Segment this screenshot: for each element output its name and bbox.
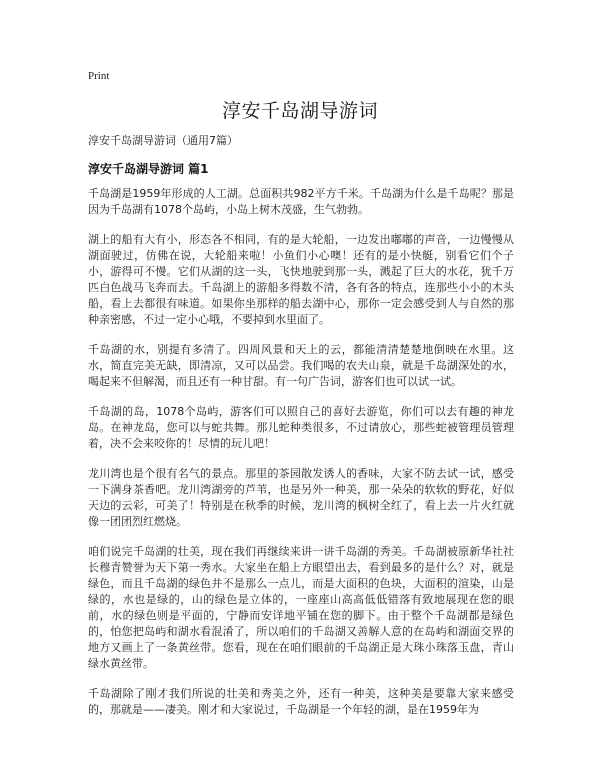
paragraph-5: 龙川湾也是个很有名气的景点。那里的茶园散发诱人的香味，大家不防去试一试，感受一下满身茶香吧。龙川湾湖旁的芦苇，也是另外一种美，那一朵朵的软软的野花，好似天边的云彩，可美了！特别是在秋季的时候，龙川湾的枫树全红了，看上去一片火红就像一团团烈红燃烧。 [88,467,514,528]
paragraph-7: 千岛湖除了刚才我们所说的壮美和秀美之外，还有一种美，这种美是要靠大家来感受的，那就是——凄美。刚才和大家说过，千岛湖是一个年轻的湖，是在1959年为 [88,687,514,716]
page-title: 淳安千岛湖导游词 [221,100,378,122]
paragraph-2: 湖上的船有大有小，形态各不相同，有的是大轮船，一边发出嘟嘟的声音，一边慢慢从湖面驶过，仿佛在说，大轮船来啦！小鱼们小心噢！还有的是小快艇，别看它们个子小，游得可不慢。它们从湖的这一头，飞快地驶到那一头，溅起了巨大的水花，犹千万匹白色战马飞奔而去。千岛湖上的游船多得数不清，各有各的特点，连那些小小的木头船，看上去都很有味道。如果你坐那样的船去湖中心，那你一定会感受到人与自然的那种亲密感，不过一定小心哦，不要掉到水里面了。 [88,233,514,326]
paragraph-1: 千岛湖是1959年形成的人工湖。总面积共982平方千米。千岛湖为什么是千岛呢？那是因为千岛湖有1078个岛屿，小岛上树木茂盛，生气勃勃。 [88,187,514,216]
article-body [88,186,514,732]
paragraph-4: 千岛湖的岛，1078个岛屿，游客们可以照自己的喜好去游览，你们可以去有趣的神龙岛。在神龙岛，您可以与蛇共舞。那儿蛇种类很多，不过请放心，那些蛇被管理员管理着，决不会来咬你的！尽情的玩儿吧！ [88,405,514,450]
paragraph-6: 咱们说完千岛湖的壮美，现在我们再继续来讲一讲千岛湖的秀美。千岛湖被原新华社社长穆青赞誉为天下第一秀水。大家坐在船上方眼望出去，看到最多的是什么？对，就是绿色，而且千岛湖的绿色并不是那么一点儿，而是大面积的色块，大面积的渲染，山是绿的，水也是绿的，山的绿色是立体的，一座座山高高低低错落有致地展现在您的眼前，水的绿色则是平面的，宁静而安详地平铺在您的脚下。由于整个千岛湖都是绿色的，怕您把岛屿和湖水看混淆了，所以咱们的千岛湖又善解人意的在岛屿和湖面交界的地方又画上了一条黄丝带。您看，现在在咱们眼前的千岛湖正是大珠小珠落玉盘，青山绿水黄丝带。 [88,545,514,670]
paragraph-3: 千岛湖的水，别提有多清了。四周风景和天上的云，都能清清楚楚地倒映在水里。这水，简直完美无缺，即清凉，又可以品尝。我们喝的农夫山泉，就是千岛湖深处的水，喝起来不但解渴，而且还有一种甘甜。有一句广告词，游客们也可以试一试。 [88,343,514,388]
document-subtitle: 淳安千岛湖导游词（通用7篇） [88,134,238,147]
section-heading: 淳安千岛湖导游词 篇1 [88,162,209,176]
print-link[interactable]: Print [88,70,110,82]
